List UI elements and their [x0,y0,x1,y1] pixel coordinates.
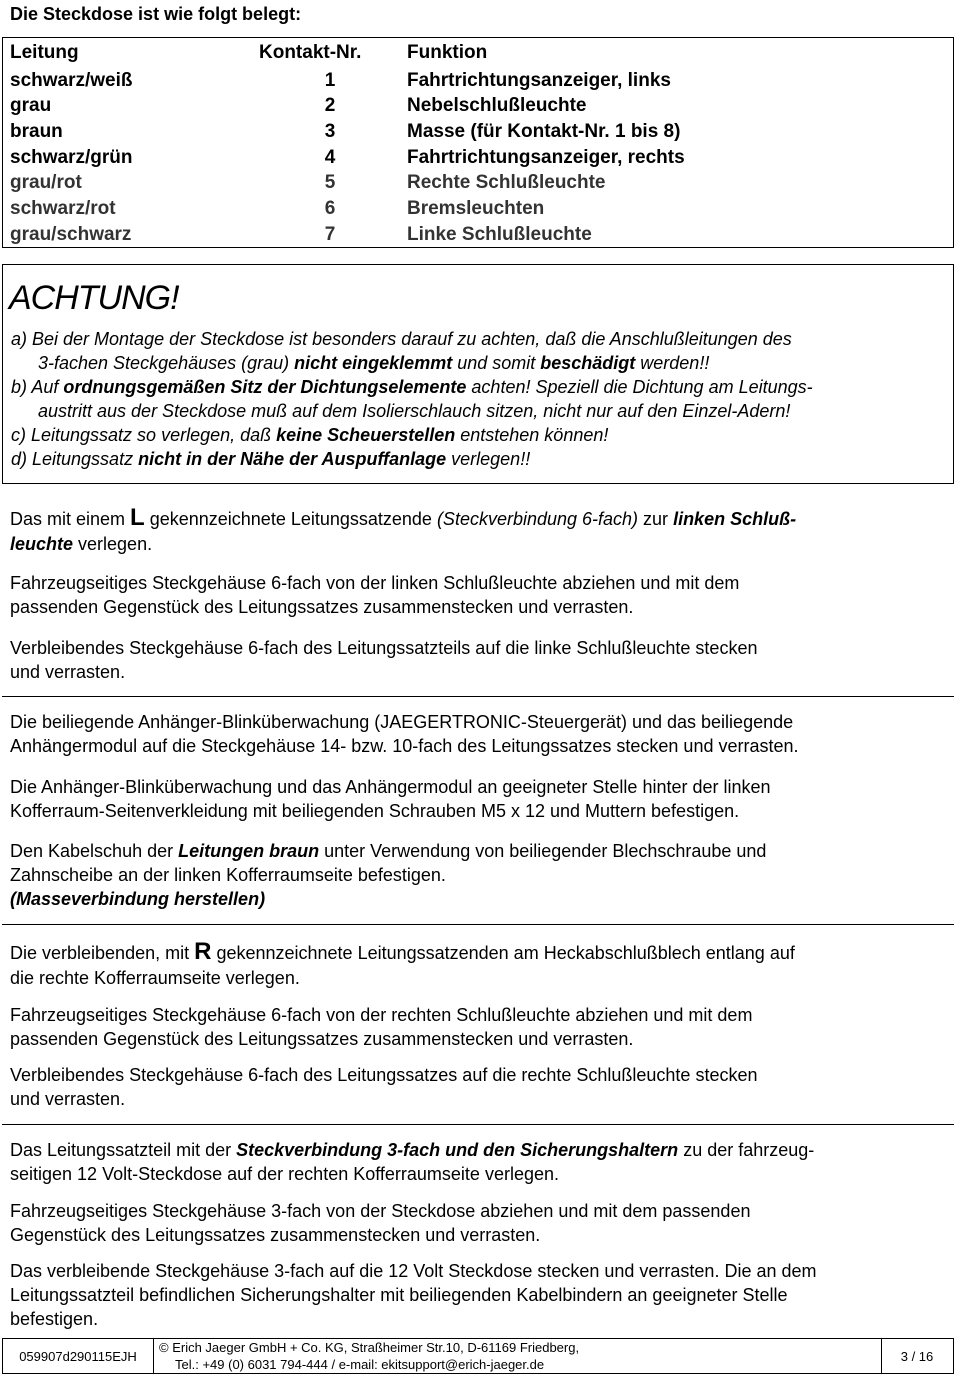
wiring-table [2,37,954,248]
warning-item-b-cont: austritt aus der Steckdose muß auf dem Isolierschlauch sitzen, nicht nur auf den Einzel-Adern! [38,401,791,421]
cell-funktion: Masse (für Kontakt-Nr. 1 bis 8) [407,121,681,142]
cell-kontakt: 1 [324,70,336,91]
table-row [3,145,953,170]
paragraph-fuse-holder: Das verbleibende Steckgehäuse 3-fach auf die 12 Volt Steckdose stecken und verrasten. Die an dem [10,1261,817,1281]
paragraph-blink-module-cont: Anhängermodul auf die Steckgehäuse 14- bzw. 10-fach des Leitungssatzes stecken und verrasten. [10,736,799,756]
cell-funktion: Linke Schlußleuchte [407,224,592,245]
cell-funktion: Fahrtrichtungsanzeiger, rechts [407,147,685,168]
cell-funktion: Rechte Schlußleuchte [407,172,606,193]
paragraph-socket-housing-cont: Gegenstück des Leitungssatzes zusammenstecken und verrasten. [10,1225,541,1245]
paragraph-blink-module: Die beiliegende Anhänger-Blinküberwachung (JAEGERTRONIC-Steuergerät) und das beiliegende [10,712,794,732]
paragraph-fuse-holder-cont: Leitungssatzteil befindlichen Sicherungshalter mit beiliegenden Kabelbindern an geeigneter Stelle [10,1285,788,1305]
cell-funktion: Bremsleuchten [407,198,545,219]
section-heading: Die Steckdose ist wie folgt belegt: [10,4,302,24]
cell-leitung: grau [10,95,52,116]
page-number: 3 / 16 [900,1348,934,1364]
cell-leitung: schwarz/weiß [10,70,133,91]
table-row [3,119,953,144]
cell-leitung: grau/schwarz [10,224,132,245]
paragraph-right-route: Die verbleibenden, mit R gekennzeichnete Leitungssatzenden am Heckabschlußblech entlang auf [10,938,795,965]
company-contact: Tel.: +49 (0) 6031 794-444 / e-mail: ekitsupport@erich-jaeger.de [175,1357,545,1372]
header-leitung: Leitung [10,42,79,63]
table-row [3,222,953,247]
paragraph-socket-route: Das Leitungssatzteil mit der Steckverbindung 3-fach und den Sicherungshaltern zu der fahrzeug- [10,1140,815,1160]
cell-funktion: Nebelschlußleuchte [407,95,587,116]
warning-item-a-cont: 3-fachen Steckgehäuses (grau) nicht eingeklemmt und somit beschädigt werden!! [38,353,710,373]
table-row [3,196,953,221]
paragraph-left-route: Das mit einem L gekennzeichnete Leitungssatzende (Steckverbindung 6-fach) zur linken Schluß- [10,504,797,531]
cell-kontakt: 4 [324,147,336,168]
table-row [3,68,953,93]
paragraph-left-route-cont: leuchte verlegen. [10,534,153,554]
header-funktion: Funktion [407,42,488,63]
cell-leitung: braun [10,121,63,142]
paragraph-ground: Den Kabelschuh der Leitungen braun unter Verwendung von beiliegender Blechschraube und [10,841,767,861]
paragraph-ground-note: (Masseverbindung herstellen) [10,889,266,909]
document-number: 059907d290115EJH [3,1339,154,1373]
warning-item-c: c) Leitungssatz so verlegen, daß keine Scheuerstellen entstehen können! [11,425,609,445]
paragraph-fuse-holder-end: befestigen. [10,1309,99,1329]
warning-item-d: d) Leitungssatz nicht in der Nähe der Auspuffanlage verlegen!! [11,449,531,469]
company-address: © Erich Jaeger GmbH + Co. KG, Straßheimer Str.10, D-61169 Friedberg, [159,1340,580,1355]
cell-kontakt: 3 [324,121,336,142]
paragraph-right-housing: Fahrzeugseitiges Steckgehäuse 6-fach von der rechten Schlußleuchte abziehen und mit dem [10,1005,753,1025]
cell-funktion: Fahrtrichtungsanzeiger, links [407,70,671,91]
paragraph-ground-cont: Zahnscheibe an der linken Kofferraumseite befestigen. [10,865,446,885]
paragraph-left-remaining: Verbleibendes Steckgehäuse 6-fach des Leitungssatzteils auf die linke Schlußleuchte stecken [10,638,758,658]
paragraph-socket-housing: Fahrzeugseitiges Steckgehäuse 3-fach von der Steckdose abziehen und mit dem passenden [10,1201,751,1221]
cell-kontakt: 2 [324,95,336,116]
divider [2,696,954,697]
warning-box [2,264,954,484]
paragraph-right-route-cont: die rechte Kofferraumseite verlegen. [10,968,300,988]
paragraph-left-housing: Fahrzeugseitiges Steckgehäuse 6-fach von der linken Schlußleuchte abziehen und mit dem [10,573,740,593]
paragraph-mounting: Die Anhänger-Blinküberwachung und das Anhängermodul an geeigneter Stelle hinter der linken [10,777,771,797]
cell-leitung: schwarz/grün [10,147,133,168]
divider [2,924,954,925]
warning-title: ACHTUNG! [9,279,179,317]
warning-item-b: b) Auf ordnungsgemäßen Sitz der Dichtungselemente achten! Speziell die Dichtung am Leitungs- [11,377,813,397]
cell-kontakt: 6 [324,198,336,219]
company-info [153,1339,882,1373]
table-row [3,93,953,118]
cell-kontakt: 7 [324,224,336,245]
footer [2,1338,954,1374]
paragraph-right-remaining: Verbleibendes Steckgehäuse 6-fach des Leitungssatzes auf die rechte Schlußleuchte stecken [10,1065,758,1085]
paragraph-left-housing-cont: passenden Gegenstück des Leitungssatzes zusammenstecken und verrasten. [10,597,634,617]
paragraph-left-remaining-cont: und verrasten. [10,662,126,682]
table-row [3,170,953,195]
warning-item-a: a) Bei der Montage der Steckdose ist besonders darauf zu achten, daß die Anschlußleitungen des [11,329,792,349]
header-kontakt: Kontakt-Nr. [259,42,362,63]
paragraph-right-housing-cont: passenden Gegenstück des Leitungssatzes zusammenstecken und verrasten. [10,1029,634,1049]
divider [2,1124,954,1125]
table-header-row [3,40,953,65]
paragraph-mounting-cont: Kofferraum-Seitenverkleidung mit beiliegenden Schrauben M5 x 12 und Muttern befestigen. [10,801,740,821]
paragraph-socket-route-cont: seitigen 12 Volt-Steckdose auf der rechten Kofferraumseite verlegen. [10,1164,559,1184]
cell-leitung: grau/rot [10,172,82,193]
cell-leitung: schwarz/rot [10,198,116,219]
paragraph-right-remaining-cont: und verrasten. [10,1089,126,1109]
cell-kontakt: 5 [324,172,336,193]
